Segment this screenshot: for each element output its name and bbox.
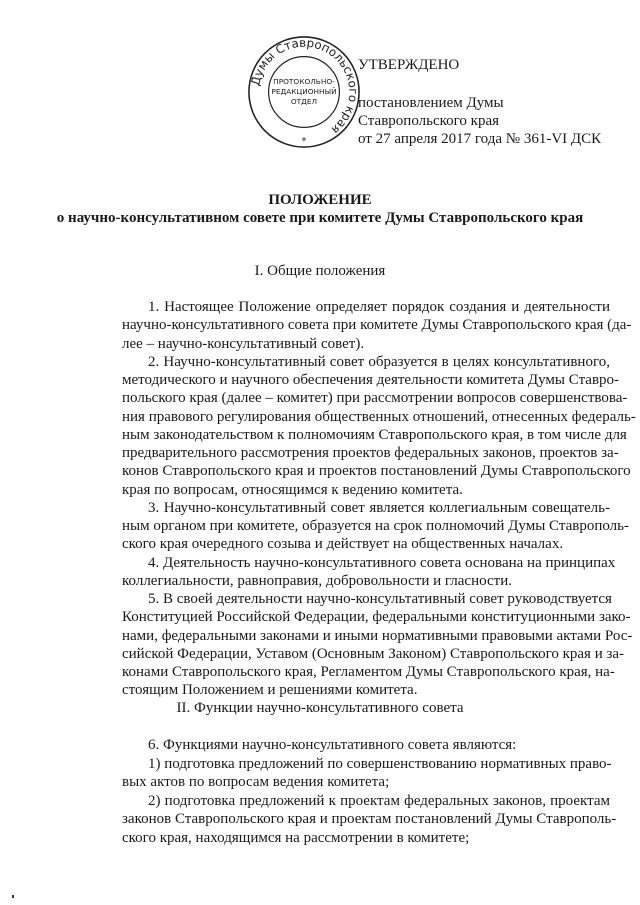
paragraph-line: стоящим Положением и решениями комитета. — [122, 682, 418, 699]
document-title: ПОЛОЖЕНИЕ — [268, 192, 372, 208]
paragraph-line: сийской Федерации, Уставом (Основным Законом) Ставропольского края и за- — [122, 645, 625, 662]
paragraph-line: конов Ставропольского края и проектов постановлений Думы Ставропольского — [122, 463, 631, 480]
paragraph-line: 5. В своей деятельности научно-консультативный совет руководствуется — [148, 591, 612, 607]
paragraph-line: нами, федеральными законами и иными нормативными правовыми актами Рос- — [122, 627, 633, 644]
paragraph-line: ным органом при комитете, образуется на срок полномочий Думы Ставрополь- — [122, 518, 629, 534]
approval-line: постановлением Думы — [358, 95, 504, 111]
approval-line: Ставропольского края — [358, 113, 499, 129]
approval-word: УТВЕРЖДЕНО — [358, 57, 460, 73]
paragraph-line: 1) подготовка предложений по совершенствованию нормативных право- — [148, 755, 612, 772]
stamp-star-icon: * — [301, 136, 307, 148]
paragraph-line: 2) подготовка предложений к проектам федеральных законов, проектам — [148, 792, 610, 809]
stamp-inner-line: ОТДЕЛ — [290, 96, 318, 106]
paragraph-line: лее – научно-консультативный совет). — [122, 335, 365, 352]
paragraph-line: ным законодательством к полномочиям Ставропольского края, в том числе для — [122, 426, 627, 443]
paragraph-line: 2. Научно-консультативный совет образуется в целях консультативного, — [148, 353, 610, 370]
paragraph-line: польского края (далее – комитет) при рассмотрении вопросов совершенствова- — [122, 390, 628, 407]
paragraph-line: законов Ставропольского края и проектам постановлений Думы Ставрополь- — [122, 811, 617, 827]
paragraph-line: вых актов по вопросам ведения комитета; — [122, 774, 390, 790]
paragraph-line: края по вопросам, относящимся к ведению комитета. — [122, 481, 463, 498]
stamp-inner-line: ПРОТОКОЛЬНО- — [273, 77, 335, 87]
approval-line: от 27 апреля 2017 года № 361-VI ДСК — [358, 131, 602, 147]
paragraph-line: предварительного рассмотрения проектов федеральных законов, проектов за- — [122, 445, 619, 461]
paragraph-line: ского края очередного созыва и действует на общественных началах. — [122, 536, 564, 553]
section-heading: II. Функции научно-консультативного совета — [176, 700, 464, 716]
paragraph-line: Конституцией Российской Федерации, федеральными конституционными зако- — [122, 609, 631, 626]
paragraph-line: конами Ставропольского края, Регламентом Думы Ставропольского края, на- — [122, 664, 615, 680]
stamp-inner-line: РЕДАКЦИОННЫЙ — [271, 86, 337, 96]
document-subtitle: о научно-консультативном совете при комитете Думы Ставропольского края — [56, 210, 584, 226]
paragraph-line: научно-консультативного совета при комитете Думы Ставропольского края (да- — [122, 317, 632, 334]
paragraph-line: 4. Деятельность научно-консультативного совета основана на принципах — [148, 554, 616, 571]
paragraph-line: 1. Настоящее Положение определяет порядок создания и деятельности — [148, 299, 610, 315]
paragraph-line: ского края, находящимся на рассмотрении в комитете; — [122, 829, 470, 846]
stamp-outer-text: Думы Ставропольского края — [248, 35, 361, 137]
section-heading: I. Общие положения — [254, 263, 386, 279]
paragraph-line: ния правового регулирования общественных отношений, отнесенных федераль- — [122, 408, 636, 425]
protocol-department-stamp — [245, 33, 363, 151]
paragraph-line: коллегиальности, равноправия, добровольности и гласности. — [122, 572, 512, 589]
scan-artifact — [12, 895, 14, 898]
paragraph-line: 3. Научно-консультативный совет является коллегиальным совещатель- — [148, 499, 610, 516]
paragraph-line: 6. Функциями научно-консультативного совета являются: — [148, 737, 517, 753]
paragraph-line: методического и научного обеспечения деятельности комитета Думы Ставро- — [122, 372, 620, 388]
